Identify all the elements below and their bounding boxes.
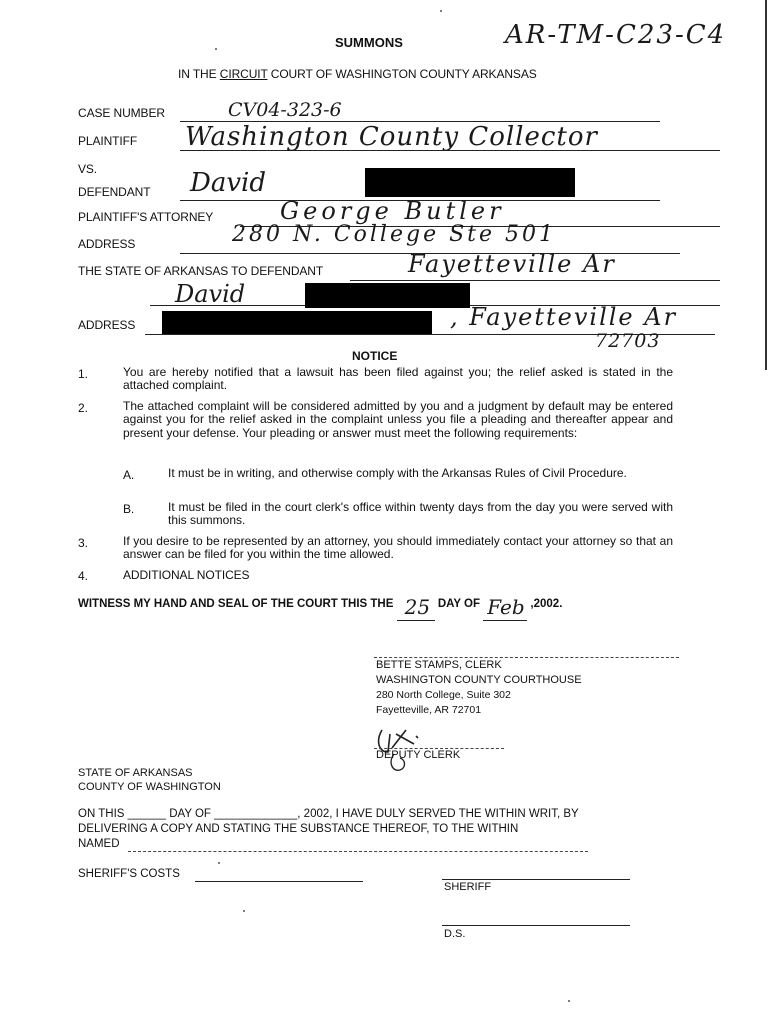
notice-item-number: 3. bbox=[78, 536, 88, 550]
handwritten-file-code: AR-TM-C23-C4 bbox=[505, 20, 727, 50]
redaction-bar bbox=[365, 168, 575, 197]
named-line bbox=[128, 851, 588, 852]
notice-subitem-text: It must be filed in the court clerk's office within twenty days from the day you were served with this summons. bbox=[168, 500, 673, 528]
scan-speck bbox=[218, 862, 220, 864]
state-label: STATE OF ARKANSAS bbox=[78, 767, 193, 779]
address-label: ADDRESS bbox=[78, 237, 136, 251]
defendant-name-value: David bbox=[175, 280, 246, 308]
scan-speck bbox=[568, 1000, 570, 1002]
defendant-value: David bbox=[190, 168, 266, 198]
notice-item-text: The attached complaint will be considered admitted by you and a judgment by default may be entered against you for the relief asked in the complaint unless you file a pleading and thereafter appear and present your defense. Your pleading or answer must meet the following requirements: bbox=[123, 399, 673, 440]
clerk-office: WASHINGTON COUNTY COURTHOUSE bbox=[376, 674, 582, 686]
address-value: 280 N. College Ste 501 bbox=[232, 222, 556, 247]
notice-heading: NOTICE bbox=[352, 349, 398, 363]
zip-value: 72703 bbox=[595, 330, 661, 352]
clerk-street: 280 North College, Suite 302 bbox=[376, 689, 511, 701]
sheriffs-costs-line bbox=[195, 881, 363, 882]
notice-item-text: You are hereby notified that a lawsuit has been filed against you; the relief asked is stated in the attached complaint. bbox=[123, 365, 673, 393]
plaintiffs-attorney-label: PLAINTIFF'S ATTORNEY bbox=[78, 210, 214, 224]
document-title: SUMMONS bbox=[335, 35, 403, 50]
plaintiff-value: Washington County Collector bbox=[185, 122, 598, 152]
notice-item-text: If you desire to be represented by an attorney, you should immediately contact your attorney so that an answer can be filed for you within the time allowed. bbox=[123, 534, 673, 562]
sheriff-signature-line bbox=[442, 879, 630, 880]
clerk-block bbox=[376, 658, 582, 718]
address2-city-value: , Fayetteville Ar bbox=[450, 303, 678, 331]
county-label: COUNTY OF WASHINGTON bbox=[78, 781, 221, 793]
city-value: Fayetteville Ar bbox=[408, 250, 616, 278]
case-number-value: CV04-323-6 bbox=[228, 99, 342, 121]
clerk-name: BETTE STAMPS, CLERK bbox=[376, 659, 502, 671]
notice-item-number: 4. bbox=[78, 569, 88, 583]
notice-subitem-letter: A. bbox=[123, 468, 135, 482]
service-line-1: ON THIS ______ DAY OF _____________, 2002, I HAVE DULY SERVED THE WITHIN WRIT, BY bbox=[78, 808, 579, 820]
notice-subitem-letter: B. bbox=[123, 502, 135, 516]
plaintiff-label: PLAINTIFF bbox=[78, 134, 138, 148]
scan-speck bbox=[243, 910, 245, 912]
ds-signature-line bbox=[442, 925, 630, 926]
plaintiffs-attorney-value: George Butler bbox=[280, 197, 505, 225]
deputy-clerk-label: DEPUTY CLERK bbox=[376, 749, 461, 761]
scan-speck bbox=[440, 10, 442, 12]
case-number-label: CASE NUMBER bbox=[78, 106, 165, 120]
named-label: NAMED bbox=[78, 838, 120, 850]
witness-month-value: Feb bbox=[487, 595, 525, 619]
notice-item-number: 2. bbox=[78, 401, 88, 415]
address2-label: ADDRESS bbox=[78, 318, 136, 332]
defendant-label: DEFENDANT bbox=[78, 185, 151, 199]
witness-day-value: 25 bbox=[404, 595, 431, 619]
vs-label: VS. bbox=[78, 162, 98, 176]
witness-line: WITNESS MY HAND AND SEAL OF THE COURT THIS THE 25 DAY OF Feb ,2002. bbox=[78, 595, 563, 619]
sheriffs-costs-label: SHERIFF'S COSTS bbox=[78, 868, 180, 880]
court-heading: IN THE CIRCUIT COURT OF WASHINGTON COUNTY ARKANSAS bbox=[178, 67, 537, 81]
state-to-defendant-label: THE STATE OF ARKANSAS TO DEFENDANT bbox=[78, 264, 324, 278]
redaction-bar bbox=[305, 283, 470, 308]
clerk-city: Fayetteville, AR 72701 bbox=[376, 704, 482, 716]
sheriff-label: SHERIFF bbox=[444, 881, 492, 893]
service-line-2: DELIVERING A COPY AND STATING THE SUBSTANCE THEREOF, TO THE WITHIN bbox=[78, 823, 519, 835]
notice-item-text: ADDITIONAL NOTICES bbox=[123, 568, 250, 582]
state-county-block bbox=[78, 766, 221, 794]
redaction-bar bbox=[162, 311, 432, 334]
scan-speck bbox=[215, 48, 217, 50]
ds-label: D.S. bbox=[444, 928, 466, 940]
state-line bbox=[350, 280, 720, 281]
notice-item-number: 1. bbox=[78, 367, 88, 381]
scan-edge-rule bbox=[765, 0, 767, 370]
notice-subitem-text: It must be in writing, and otherwise comply with the Arkansas Rules of Civil Procedure. bbox=[168, 466, 627, 480]
